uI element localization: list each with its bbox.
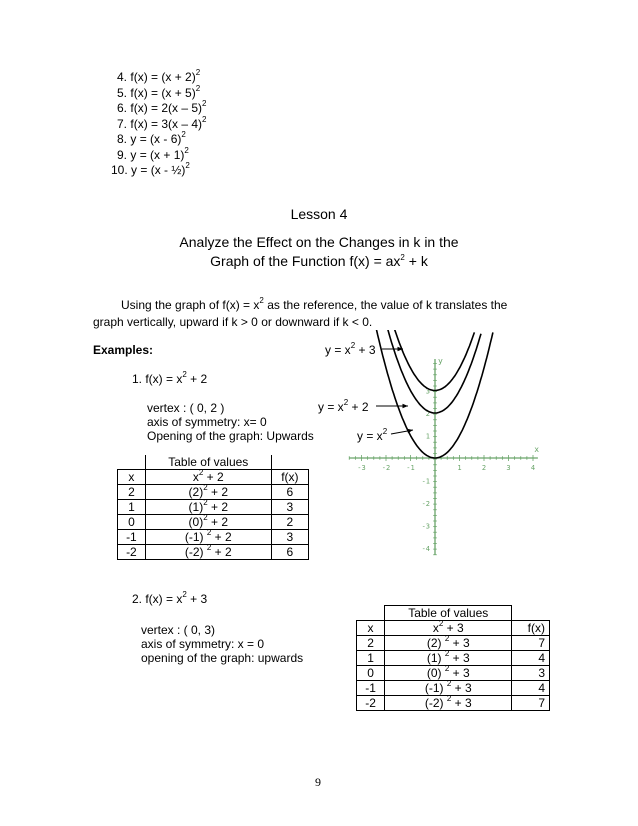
exercise-item bbox=[117, 114, 207, 133]
lesson-title-line1: Analyze the Effect on the Changes in k in the bbox=[179, 234, 459, 250]
exercise-number: 6. bbox=[117, 101, 128, 115]
x-tick-label: -2 bbox=[381, 464, 391, 472]
arrow-to-k0-head bbox=[407, 429, 413, 434]
example1-table bbox=[117, 455, 309, 560]
table-header-fx: f(x) bbox=[271, 470, 308, 485]
example2-table bbox=[356, 605, 550, 711]
table-row bbox=[357, 696, 550, 711]
cell-expr: (-1) $^2$ + 2 bbox=[145, 530, 271, 545]
example1-heading: 1. $f(x) = x^2 + 2$ bbox=[132, 370, 208, 386]
cell-x: -2 bbox=[357, 696, 385, 711]
cell-expr: $(0)^2 + 2$ bbox=[145, 515, 271, 530]
exercise-exponent: 2 bbox=[202, 99, 207, 108]
example2-opening: opening of the graph: upwards bbox=[141, 651, 304, 665]
cell-x: -1 bbox=[118, 530, 146, 545]
label-y-x2-plus2: $y = x^2 + 2$ bbox=[318, 398, 369, 414]
cell-x: -2 bbox=[118, 545, 146, 560]
intro-line2: graph vertically, upward if k > 0 or downward if k < 0. bbox=[93, 315, 373, 329]
cell-x: 0 bbox=[357, 666, 385, 681]
exercise-number: 7. bbox=[117, 116, 128, 131]
cell-fx: 3 bbox=[512, 666, 550, 681]
label-y-x2-plus3: $y = x^2 + 3$ bbox=[325, 341, 376, 357]
table-row bbox=[118, 530, 309, 545]
y-tick-label: -3 bbox=[421, 522, 430, 531]
table-row bbox=[357, 681, 550, 696]
exercise-item bbox=[117, 83, 207, 102]
cell-fx: 2 bbox=[271, 515, 308, 530]
exercise-exponent: 2 bbox=[195, 83, 201, 93]
example2-axis: axis of symmetry: x = 0 bbox=[141, 637, 265, 651]
x-tick-label: -1 bbox=[406, 464, 415, 472]
cell-x: 2 bbox=[357, 636, 385, 651]
exercise-item bbox=[111, 163, 207, 179]
cell-expr: (1) $^2$ + 3 bbox=[385, 651, 512, 666]
x-tick-label: 1 bbox=[457, 464, 462, 472]
table-row bbox=[357, 636, 550, 651]
y-tick-label: 2 bbox=[425, 410, 430, 418]
exercise-number: 5. bbox=[117, 85, 128, 100]
exercise-expression: y = (x + 1) bbox=[130, 147, 185, 162]
cell-expr: (-2) $^2$ + 3 bbox=[385, 696, 512, 711]
table-row bbox=[357, 666, 550, 681]
example2-vertex: vertex : ( 0, 3) bbox=[141, 623, 216, 637]
cell-expr: $(1)^2 + 2$ bbox=[145, 500, 271, 515]
exercise-expression: y = (x - 6) bbox=[130, 132, 182, 146]
exercise-expression: y = (x - ½) bbox=[131, 163, 186, 177]
exercise-item bbox=[117, 70, 207, 86]
exercise-number: 8. bbox=[117, 132, 128, 146]
table-caption-text: Table of values bbox=[145, 455, 271, 470]
exercise-item bbox=[117, 132, 207, 148]
cell-x: 2 bbox=[118, 485, 146, 500]
exercise-number: 10. bbox=[111, 163, 128, 177]
table-row bbox=[357, 651, 550, 666]
y-tick-label: -2 bbox=[421, 500, 430, 508]
exercise-expression: f(x) = 2(x – 5) bbox=[130, 101, 203, 115]
cell-fx: 3 bbox=[271, 530, 308, 545]
table-header-expr: $x^2 + 3$ bbox=[385, 621, 512, 636]
arrow-to-k2-head bbox=[403, 404, 409, 409]
example1-vertex: vertex : ( 0, 2 ) bbox=[147, 401, 225, 415]
y-axis-label: y bbox=[438, 356, 443, 366]
cell-fx: 4 bbox=[512, 651, 550, 666]
cell-expr: (-1) $^2$ + 3 bbox=[385, 681, 512, 696]
exercise-expression: f(x) = (x + 5) bbox=[130, 85, 196, 100]
exercise-exponent: 2 bbox=[184, 145, 189, 155]
x-tick-label: 3 bbox=[506, 464, 511, 472]
table-row bbox=[118, 500, 309, 515]
exercise-item bbox=[117, 145, 207, 164]
exercise-exponent: 2 bbox=[181, 130, 186, 139]
examples-label: Examples: bbox=[93, 343, 154, 357]
exercise-list bbox=[111, 68, 207, 179]
example2-heading: 2. $f(x) = x^2 + 3$ bbox=[132, 590, 208, 606]
y-tick-label: -4 bbox=[421, 545, 430, 553]
table-row bbox=[118, 515, 309, 530]
table-caption-text: Table of values bbox=[385, 606, 512, 621]
exercise-number: 9. bbox=[117, 147, 128, 162]
y-tick-label: 1 bbox=[425, 432, 430, 441]
x-tick-label: 4 bbox=[530, 464, 536, 472]
cell-expr: (0) $^2$ + 3 bbox=[385, 666, 512, 681]
table-header-fx: f(x) bbox=[512, 621, 550, 636]
cell-x: -1 bbox=[357, 681, 385, 696]
lesson-title-line2: Graph of the Function $f(x) = ax^2 + k$ bbox=[210, 253, 428, 269]
cell-x: 0 bbox=[118, 515, 146, 530]
cell-x: 1 bbox=[357, 651, 385, 666]
table-caption bbox=[118, 455, 146, 470]
y-tick-label: -1 bbox=[421, 477, 430, 486]
cell-fx: 7 bbox=[512, 636, 550, 651]
x-axis-label: x bbox=[534, 445, 540, 454]
cell-expr: $(2)^2 + 2$ bbox=[145, 485, 271, 500]
table-row bbox=[118, 485, 309, 500]
exercise-exponent: 2 bbox=[195, 68, 201, 77]
label-y-x2: $y = x^2$ bbox=[357, 427, 388, 443]
example1-axis: axis of symmetry: x= 0 bbox=[147, 415, 267, 429]
table-header-x: x bbox=[357, 621, 385, 636]
cell-expr: (-2) $^2$ + 2 bbox=[145, 545, 271, 560]
page-number: 9 bbox=[315, 775, 321, 789]
y-tick-label: 3 bbox=[425, 387, 430, 396]
table-header-x: x bbox=[118, 470, 146, 485]
intro-line1: Using the graph of $f(x) = x^2$ as the reference, the value of k translates the bbox=[121, 296, 508, 312]
exercise-expression: f(x) = 3(x – 4) bbox=[130, 116, 203, 131]
cell-fx: 4 bbox=[512, 681, 550, 696]
cell-x: 1 bbox=[118, 500, 146, 515]
exercise-number: 4. bbox=[117, 70, 128, 84]
cell-fx: 3 bbox=[271, 500, 308, 515]
x-tick-label: 2 bbox=[481, 464, 487, 472]
table-row bbox=[118, 545, 309, 560]
cell-expr: (2) $^2$ + 3 bbox=[385, 636, 512, 651]
exercise-expression: f(x) = (x + 2) bbox=[130, 70, 196, 84]
x-tick-label: -3 bbox=[357, 464, 366, 472]
parabola-graph bbox=[320, 330, 560, 580]
example1-opening: Opening of the graph: Upwards bbox=[147, 429, 314, 443]
table-header-expr: $x^2 + 2$ bbox=[145, 470, 271, 485]
exercise-item bbox=[117, 101, 207, 117]
cell-fx: 7 bbox=[512, 696, 550, 711]
cell-fx: 6 bbox=[271, 545, 308, 560]
lesson-label: Lesson 4 bbox=[290, 206, 348, 222]
exercise-exponent: 2 bbox=[202, 114, 207, 124]
cell-fx: 6 bbox=[271, 485, 308, 500]
exercise-exponent: 2 bbox=[185, 161, 190, 170]
